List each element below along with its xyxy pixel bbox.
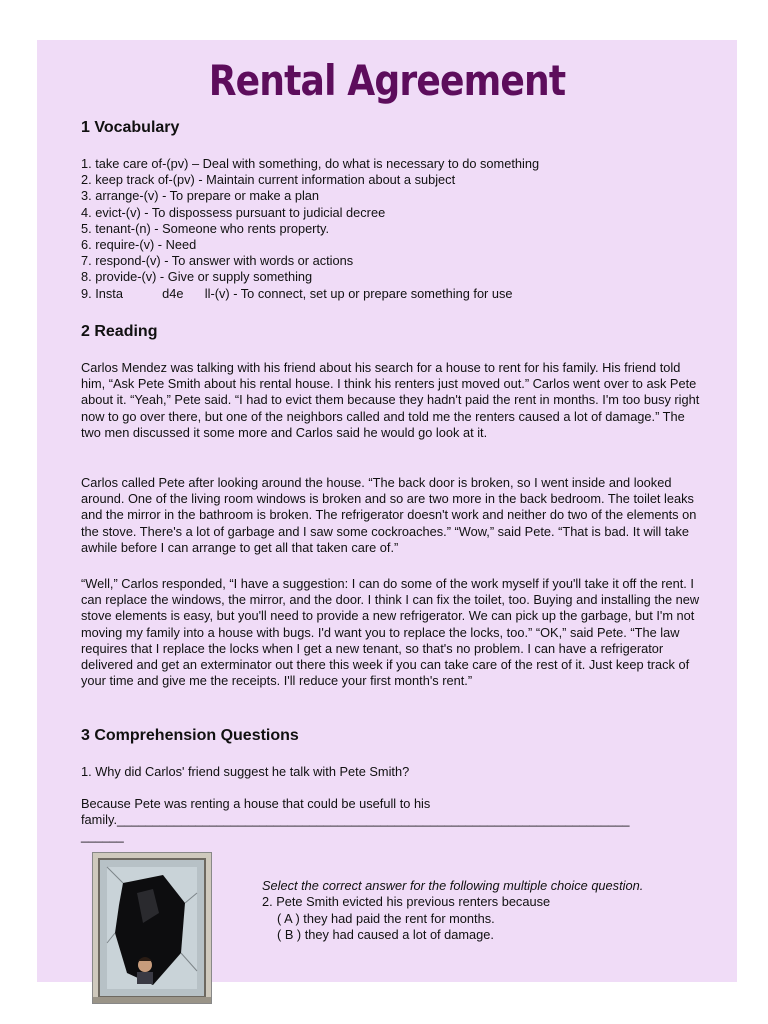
- mc-instruction: Select the correct answer for the following multiple choice question.: [262, 878, 644, 893]
- vocab-item: 2. keep track of-(pv) - Maintain current information about a subject: [81, 172, 456, 188]
- reading-paragraph-2: Carlos called Pete after looking around the house. “The back door is broken, so I went inside and looked around. One of the living room windows is broken and so are two more in the back bedroom. The toilet leaks and the mirror in the bathroom is broken. The refrigerator doesn't work and neither do two of the elements on the stove. There's a lot of garbage and I saw some cockroaches.” “Wow,” said Pete. “That is bad. It will take awhile before I can arrange to get all that taken care of.”: [81, 475, 697, 555]
- vocab-item: 4. evict-(v) - To dispossess pursuant to judicial decree: [81, 204, 386, 220]
- broken-window-photo: [92, 852, 212, 1004]
- vocab-item: 1. take care of-(pv) – Deal with something, do what is necessary to do something: [81, 156, 540, 171]
- answer-line: Because Pete was renting a house that could be usefull to his: [81, 796, 431, 811]
- reading-paragraph-3: “Well,” Carlos responded, “I have a suggestion: I can do some of the work myself if you'll take it off the rent. I can replace the windows, the mirror, and the door. I think I can fix the toilet, too. Buying and installing the new stove elements is easy, but you'll need to provide a new refrigerator. We can pick up the garbage, but I'm not moving my family into a house with bugs. I'd want you to replace the locks, too.” “OK,” said Pete. “The law requires that I replace the locks when I get a new tenant, so that's no problem. I can have a refrigerator delivered and get an exterminator out there this week if you can take care of the rest of it. Just keep track of your time and give me the receipts. I'll reduce your first month's rent.”: [81, 576, 700, 689]
- reading-heading: 2 Reading: [81, 323, 158, 340]
- option-a[interactable]: ( A ) they had paid the rent for months.: [277, 911, 495, 926]
- answer-1: [81, 796, 701, 845]
- vocab-item: 7. respond-(v) - To answer with words or actions: [81, 253, 354, 269]
- page-title: Rental Agreement: [208, 56, 566, 105]
- vocab-item: 5. tenant-(n) - Someone who rents property.: [81, 220, 330, 236]
- vocab-item: 9. Insta d4e ll-(v) - To connect, set up or prepare something for use: [81, 285, 513, 301]
- vocab-item: 6. require-(v) - Need: [81, 237, 197, 253]
- vocabulary-list: [81, 156, 701, 302]
- vocabulary-heading: 1 Vocabulary: [81, 119, 180, 136]
- vocab-item: 8. provide-(v) - Give or supply something: [81, 269, 313, 285]
- vocab-item: 3. arrange-(v) - To prepare or make a plan: [81, 188, 320, 204]
- answer-line: ______: [81, 828, 124, 844]
- reading-paragraph-1: Carlos Mendez was talking with his friend about his search for a house to rent for his family. His friend told him, “Ask Pete Smith about his rental house. I think his renters just moved out.” Carlos went over to ask Pete about it. “Yeah,” Pete said. “I had to evict them because they hadn't paid the rent in months. I'm too busy right now to go over there, but one of the neighbors called and told me the renters caused a lot of damage.” The two men discussed it some more and Carlos said he would go look at it.: [81, 360, 700, 440]
- answer-line: family.________________________________________________________________________: [81, 812, 630, 828]
- option-b[interactable]: ( B ) they had caused a lot of damage.: [277, 927, 494, 942]
- question-1: 1. Why did Carlos' friend suggest he talk with Pete Smith?: [81, 764, 410, 779]
- broken-window-illustration: [93, 853, 211, 1003]
- comprehension-heading: 3 Comprehension Questions: [81, 727, 299, 744]
- question-2: 2. Pete Smith evicted his previous renters because: [262, 894, 551, 909]
- worksheet-page: [37, 40, 737, 982]
